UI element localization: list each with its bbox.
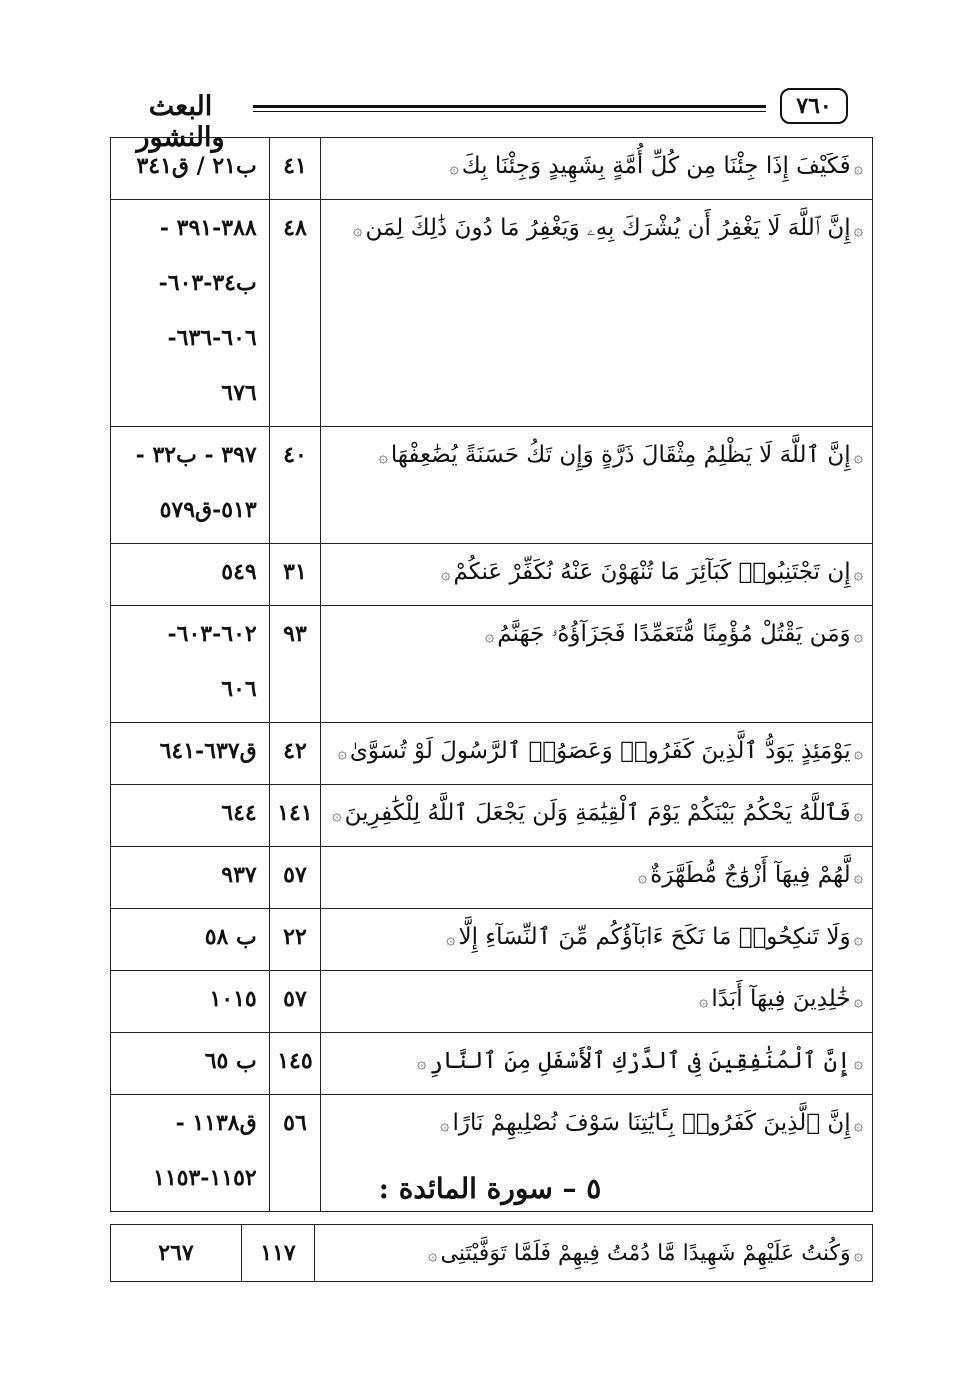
book-title: البعث والنشور [136, 91, 225, 153]
page-reference: ١٠١٥ [209, 986, 257, 1012]
verse-index-table [110, 137, 873, 1212]
surah-verse-table [110, 1224, 873, 1282]
verse-text: فَٱللَّهُ يَحْكُمُ بَيْنَكُمْ يَوْمَ ٱلْقِيَٰمَةِ وَلَن يَجْعَلَ ٱللَّهُ لِلْكَٰفِرِينَ [344, 800, 851, 826]
table-row [111, 723, 873, 785]
ornament-open-icon: ۞ [853, 743, 863, 762]
verse-cell [321, 1033, 873, 1095]
page-reference: ٩٣٧ [221, 862, 257, 888]
verse-text: لَّهُمْ فِيهَآ أَزْوَٰجٌ مُّطَهَّرَةٌ [650, 862, 851, 888]
table-row [111, 606, 873, 723]
surah-heading: ٥ – سورة المائدة : [378, 1172, 602, 1205]
ayah-number-cell: ٢٢ [269, 909, 320, 971]
pages-cell [111, 909, 270, 971]
pages-cell [111, 544, 270, 606]
ayah-number-cell: ٤٨ [269, 200, 320, 427]
pages-cell [111, 1095, 270, 1212]
verse-cell [321, 606, 873, 723]
ornament-open-icon: ۞ [853, 626, 863, 645]
page-reference: ٣٨٨-٣٩١ - [159, 215, 257, 241]
verse-cell [321, 200, 873, 427]
pages-cell [111, 138, 270, 200]
verse-text: وَكُنتُ عَلَيْهِمْ شَهِيدًا مَّا دُمْتُ فِيهِمْ فَلَمَّا تَوَفَّيْتَنِى [440, 1240, 851, 1266]
verse-text: خَٰلِدِينَ فِيهَآ أَبَدًا [711, 986, 851, 1012]
page-reference: ٦٠٢-٦٠٣- [167, 621, 257, 647]
ornament-close-icon: ۞ [449, 158, 459, 177]
page-reference: ق٦٣٧-٦٤١ [159, 738, 257, 764]
verse-text: إِنَّ ٱلْمُنَٰفِقِينَ فِى ٱلدَّرْكِ ٱلْأَسْفَلِ مِنَ ٱلنَّارِ [429, 1048, 851, 1074]
pages-cell [111, 427, 270, 544]
table-row [111, 971, 873, 1033]
table-row [111, 544, 873, 606]
verse-cell [321, 847, 873, 909]
ayah-number-cell: ٤٠ [269, 427, 320, 544]
verse-cell [321, 909, 873, 971]
ornament-open-icon: ۞ [853, 447, 863, 466]
page-reference: ٦٠٦ [221, 676, 257, 702]
verse-cell [315, 1225, 873, 1282]
ornament-close-icon: ۞ [332, 805, 342, 824]
ayah-number-cell: ٣١ [269, 544, 320, 606]
pages-cell: ٢٦٧ [111, 1225, 242, 1282]
ornament-close-icon: ۞ [337, 743, 347, 762]
pages-cell [111, 606, 270, 723]
table-row [111, 847, 873, 909]
pages-cell [111, 971, 270, 1033]
ornament-open-icon: ۞ [853, 158, 863, 177]
verse-text: وَلَا تَنكِحُوا۟ مَا نَكَحَ ءَابَآؤُكُم مِّنَ ٱلنِّسَآءِ إِلَّا [458, 924, 851, 950]
page-reference: ب ٥٨ [204, 924, 257, 950]
verse-text: فَكَيْفَ إِذَا جِئْنَا مِن كُلِّ أُمَّةٍ بِشَهِيدٍ وَجِئْنَا بِكَ [461, 153, 851, 179]
ornament-open-icon: ۞ [853, 1053, 863, 1072]
ornament-open-icon: ۞ [853, 991, 863, 1010]
ornament-close-icon: ۞ [637, 867, 648, 886]
verse-text: إِنَّ ٱللَّهَ لَا يَغْفِرُ أَن يُشْرَكَ بِهِۦ وَيَغْفِرُ مَا دُونَ ذَٰلِكَ لِمَن [365, 215, 851, 241]
ornament-open-icon: ۞ [853, 805, 863, 824]
ayah-number-cell: ٤١ [269, 138, 320, 200]
ayah-number-cell: ٥٦ [269, 1095, 320, 1212]
page-reference: ٣٩٧ - ب٣٢ - [135, 442, 257, 468]
ornament-open-icon: ۞ [853, 1115, 863, 1134]
page-reference: ٥٤٩ [221, 559, 257, 585]
table-row [111, 785, 873, 847]
ornament-open-icon: ۞ [853, 929, 863, 948]
table-row [111, 909, 873, 971]
ornament-close-icon: ۞ [484, 626, 495, 645]
page-header [108, 85, 848, 153]
ayah-number-cell: ١٤٥ [269, 1033, 320, 1095]
pages-cell [111, 785, 270, 847]
ornament-open-icon: ۞ [853, 1244, 863, 1264]
ayah-number-cell: ٥٧ [269, 847, 320, 909]
page-reference: ٦٤٤ [221, 800, 257, 826]
ornament-close-icon: ۞ [441, 564, 451, 583]
pages-cell [111, 1033, 270, 1095]
table-row [111, 1033, 873, 1095]
ornament-close-icon: ۞ [428, 1244, 438, 1264]
ornament-open-icon: ۞ [853, 867, 863, 886]
page-reference: ب٢١ / ق٣٤١ [136, 153, 257, 179]
verse-cell [321, 971, 873, 1033]
page-reference: ق١١٣٨ - [175, 1110, 257, 1136]
table-row [111, 427, 873, 544]
ayah-number-cell: ١١٧ [242, 1225, 315, 1282]
ayah-number-cell: ٤٢ [269, 723, 320, 785]
pages-cell [111, 847, 270, 909]
verse-text: إِنَّ ٱللَّهَ لَا يَظْلِمُ مِثْقَالَ ذَرَّةٍ وَإِن تَكُ حَسَنَةً يُضَٰعِفْهَا [390, 442, 851, 468]
ornament-open-icon: ۞ [853, 220, 863, 239]
verse-cell [321, 785, 873, 847]
header-rule [253, 105, 766, 108]
ayah-number-cell: ١٤١ [269, 785, 320, 847]
verse-cell [321, 138, 873, 200]
ornament-close-icon: ۞ [699, 991, 709, 1010]
table-row [111, 1225, 873, 1282]
verse-text: إِن تَجْتَنِبُوا۟ كَبَآئِرَ مَا تُنْهَوْنَ عَنْهُ نُكَفِّرْ عَنكُمْ [453, 559, 851, 585]
ornament-close-icon: ۞ [378, 447, 388, 466]
verse-text: يَوْمَئِذٍ يَوَدُّ ٱلَّذِينَ كَفَرُوا۟ وَعَصَوُا۟ ٱلرَّسُولَ لَوْ تُسَوَّىٰ [349, 738, 851, 764]
page-reference: ١١٥٢-١١٥٣ [153, 1165, 257, 1191]
ayah-number-cell: ٩٣ [269, 606, 320, 723]
page-number: ٧٦٠ [780, 88, 848, 124]
verse-cell [321, 723, 873, 785]
verse-cell [321, 544, 873, 606]
page-reference: ٦٠٦-٦٣٦- [167, 325, 257, 351]
verse-text: وَمَن يَقْتُلْ مُؤْمِنًا مُّتَعَمِّدًا فَجَزَآؤُهُۥ جَهَنَّمُ [497, 621, 851, 647]
page-reference: ٦٧٦ [221, 380, 257, 406]
ayah-number-cell: ٥٧ [269, 971, 320, 1033]
ornament-close-icon: ۞ [353, 220, 363, 239]
table-row [111, 138, 873, 200]
ornament-close-icon: ۞ [440, 1115, 450, 1134]
ornament-close-icon: ۞ [446, 929, 456, 948]
ornament-open-icon: ۞ [853, 564, 863, 583]
page-reference: ٥١٣-ق٥٧٩ [159, 497, 257, 523]
verse-index-body [111, 138, 873, 1212]
ornament-close-icon: ۞ [417, 1053, 427, 1072]
page-reference: ب ٦٥ [204, 1048, 257, 1074]
pages-cell [111, 723, 270, 785]
verse-cell [321, 427, 873, 544]
header-rule-thin [253, 111, 766, 112]
pages-cell [111, 200, 270, 427]
verse-text: إِنَّ ٱلَّذِينَ كَفَرُوا۟ بِـَٔايَٰتِنَا سَوْفَ نُصْلِيهِمْ نَارًا [452, 1110, 851, 1136]
page-reference: ب٣٤-٦٠٣- [158, 270, 257, 296]
table-row [111, 200, 873, 427]
